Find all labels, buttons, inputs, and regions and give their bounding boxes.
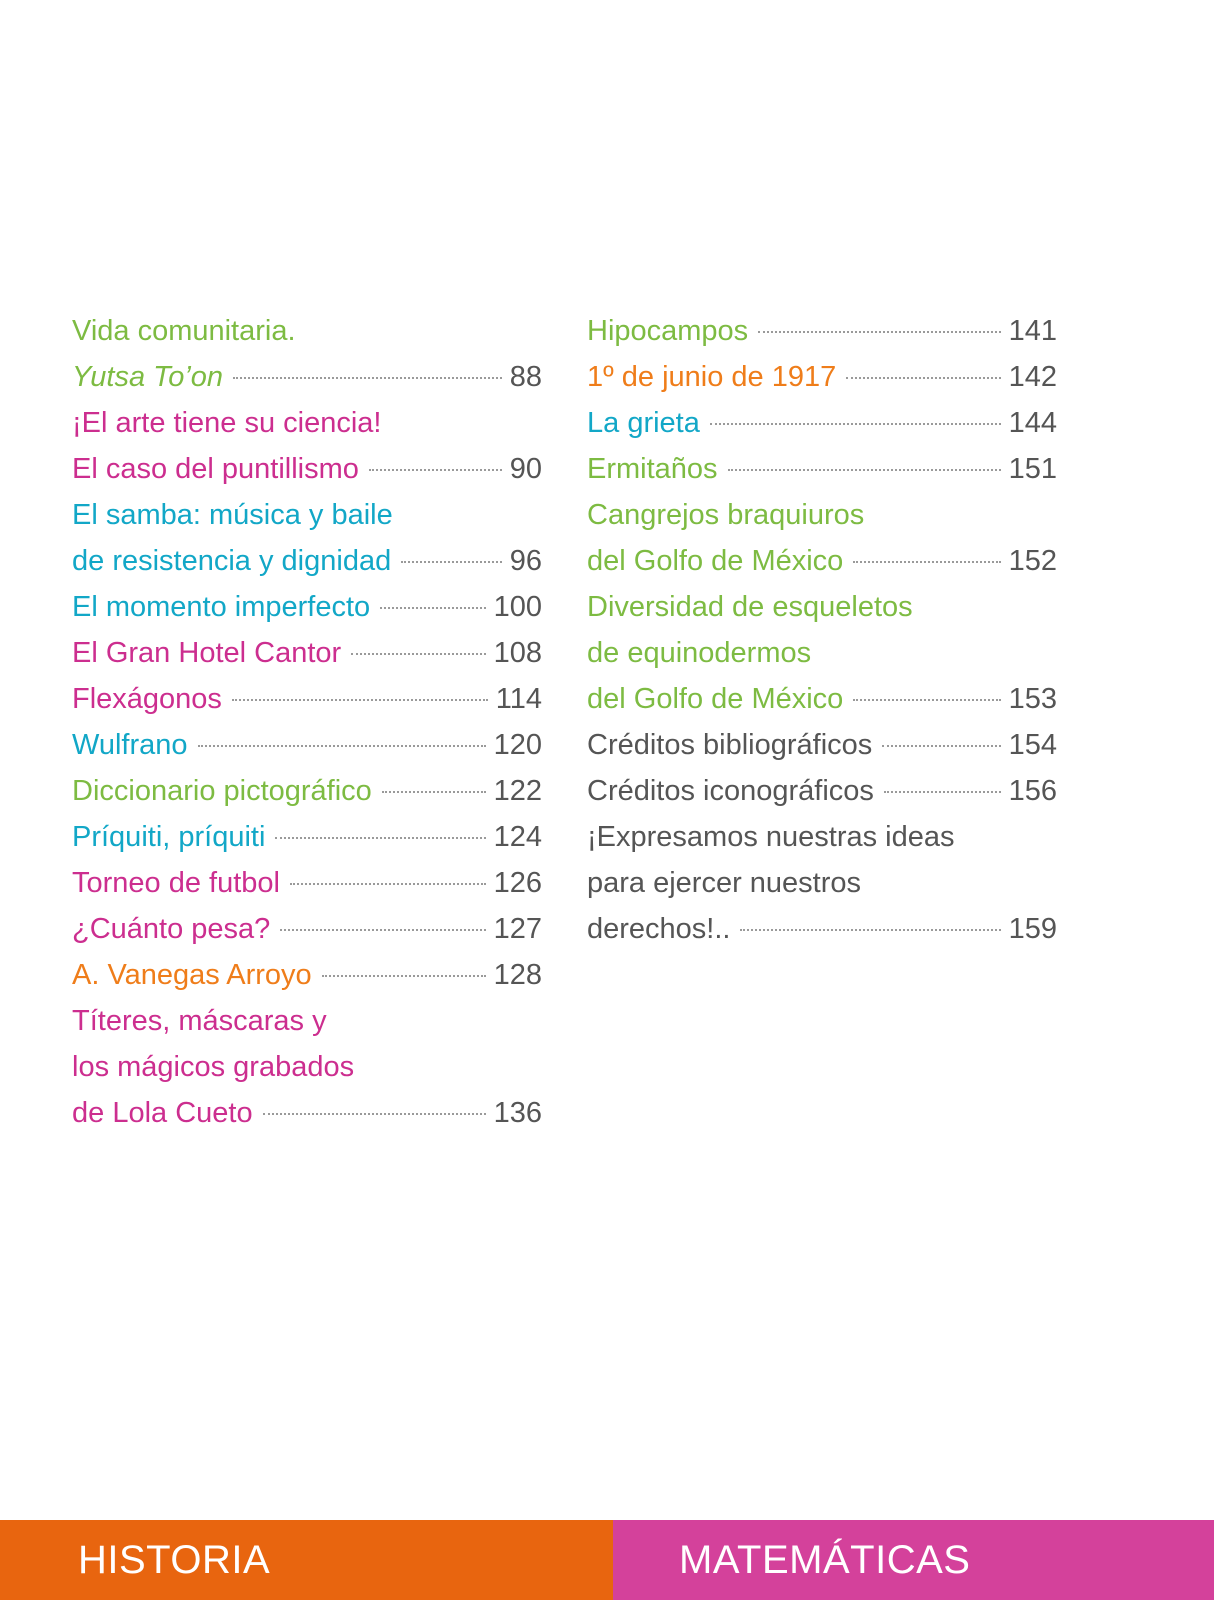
toc-entry-page: 124 bbox=[493, 821, 542, 853]
toc-entry bbox=[587, 860, 1057, 906]
toc-entry-title: para ejercer nuestros bbox=[587, 867, 862, 899]
toc-entry[interactable] bbox=[72, 538, 542, 584]
toc-entry-title: Títeres, máscaras y bbox=[72, 1005, 327, 1037]
toc-entry bbox=[72, 998, 542, 1044]
toc-entry-title: Torneo de futbol bbox=[72, 867, 280, 899]
toc-entry-page: 96 bbox=[509, 545, 542, 577]
toc-entry bbox=[72, 1044, 542, 1090]
dot-leader bbox=[853, 699, 1000, 701]
tab-matematicas[interactable]: MATEMÁTICAS bbox=[613, 1520, 1214, 1600]
toc-entry[interactable] bbox=[587, 906, 1057, 952]
toc-entry[interactable] bbox=[72, 630, 542, 676]
toc-entry-title: Créditos iconográficos bbox=[587, 775, 874, 807]
dot-leader bbox=[884, 791, 1001, 793]
dot-leader bbox=[401, 561, 502, 563]
toc-entry[interactable] bbox=[72, 676, 542, 722]
toc-entry-title: Wulfrano bbox=[72, 729, 188, 761]
toc-entry[interactable] bbox=[72, 446, 542, 492]
toc-entry-page: 156 bbox=[1008, 775, 1057, 807]
dot-leader bbox=[233, 377, 502, 379]
toc-entry[interactable] bbox=[587, 538, 1057, 584]
toc-entry-title: del Golfo de México bbox=[587, 545, 844, 577]
toc-entry[interactable] bbox=[587, 676, 1057, 722]
toc-entry-page: 127 bbox=[493, 913, 542, 945]
dot-leader bbox=[198, 745, 486, 747]
toc-entry-title: Cangrejos braquiuros bbox=[587, 499, 865, 531]
toc-entry bbox=[587, 814, 1057, 860]
tab-historia[interactable]: HISTORIA bbox=[0, 1520, 613, 1600]
toc-entry-page: 153 bbox=[1008, 683, 1057, 715]
dot-leader bbox=[275, 837, 485, 839]
toc-entry-title: Príquiti, príquiti bbox=[72, 821, 266, 853]
dot-leader bbox=[710, 423, 1001, 425]
toc-entry[interactable] bbox=[72, 722, 542, 768]
toc-entry-title: El momento imperfecto bbox=[72, 591, 371, 623]
toc-entry bbox=[72, 400, 542, 446]
dot-leader bbox=[853, 561, 1000, 563]
toc-entry[interactable] bbox=[587, 768, 1057, 814]
toc-entry-title: derechos!.. bbox=[587, 913, 731, 945]
toc-entry-page: 141 bbox=[1008, 315, 1057, 347]
toc-entry[interactable] bbox=[587, 308, 1057, 354]
toc-entry[interactable] bbox=[72, 768, 542, 814]
toc-entry[interactable] bbox=[587, 446, 1057, 492]
toc-entry[interactable] bbox=[72, 584, 542, 630]
dot-leader bbox=[232, 699, 488, 701]
toc-entry-title: de equinodermos bbox=[587, 637, 812, 669]
toc-entry-title: ¡Expresamos nuestras ideas bbox=[587, 821, 955, 853]
toc-entry-title: 1º de junio de 1917 bbox=[587, 361, 837, 393]
section-footer bbox=[0, 1520, 1214, 1600]
toc-entry-title: Diversidad de esqueletos bbox=[587, 591, 913, 623]
toc-entry-title: El caso del puntillismo bbox=[72, 453, 359, 485]
dot-leader bbox=[322, 975, 486, 977]
toc-entry-page: 122 bbox=[493, 775, 542, 807]
toc-entry-page: 152 bbox=[1008, 545, 1057, 577]
toc-entry-page: 108 bbox=[493, 637, 542, 669]
dot-leader bbox=[280, 929, 485, 931]
toc-column-left bbox=[72, 308, 542, 1136]
toc-entry-page: 142 bbox=[1008, 361, 1057, 393]
toc-entry-title: Créditos bibliográficos bbox=[587, 729, 873, 761]
toc-entry[interactable] bbox=[587, 400, 1057, 446]
toc-column-right bbox=[587, 308, 1057, 952]
dot-leader bbox=[882, 745, 1000, 747]
toc-entry-page: 120 bbox=[493, 729, 542, 761]
toc-entry[interactable] bbox=[72, 860, 542, 906]
dot-leader bbox=[290, 883, 486, 885]
toc-entry[interactable] bbox=[72, 952, 542, 998]
toc-entry-title: La grieta bbox=[587, 407, 700, 439]
toc-entry bbox=[587, 584, 1057, 630]
toc-entry-title: los mágicos grabados bbox=[72, 1051, 355, 1083]
toc-entry-page: 159 bbox=[1008, 913, 1057, 945]
dot-leader bbox=[263, 1113, 486, 1115]
dot-leader bbox=[351, 653, 485, 655]
toc-entry[interactable] bbox=[587, 722, 1057, 768]
toc-entry-page: 128 bbox=[493, 959, 542, 991]
toc-entry-page: 136 bbox=[493, 1097, 542, 1129]
dot-leader bbox=[758, 331, 1000, 333]
dot-leader bbox=[728, 469, 1001, 471]
dot-leader bbox=[369, 469, 502, 471]
toc-entry-title: ¡El arte tiene su ciencia! bbox=[72, 407, 382, 439]
toc-entry-page: 114 bbox=[495, 683, 542, 715]
toc-entry bbox=[72, 492, 542, 538]
toc-entry bbox=[587, 630, 1057, 676]
toc-entry-title: A. Vanegas Arroyo bbox=[72, 959, 312, 991]
toc-entry-title: El Gran Hotel Cantor bbox=[72, 637, 342, 669]
toc-entry-title: Hipocampos bbox=[587, 315, 749, 347]
dot-leader bbox=[846, 377, 1000, 379]
toc-entry-page: 151 bbox=[1008, 453, 1057, 485]
toc-entry-page: 88 bbox=[509, 361, 542, 393]
toc-entry-page: 100 bbox=[493, 591, 542, 623]
dot-leader bbox=[380, 607, 485, 609]
dot-leader bbox=[740, 929, 1000, 931]
toc-entry-page: 144 bbox=[1008, 407, 1057, 439]
toc-entry-title: de resistencia y dignidad bbox=[72, 545, 392, 577]
toc-entry-page: 90 bbox=[509, 453, 542, 485]
toc-entry-page: 154 bbox=[1008, 729, 1057, 761]
toc-entry-title: Vida comunitaria. bbox=[72, 315, 296, 347]
toc-entry-title: de Lola Cueto bbox=[72, 1097, 253, 1129]
toc-entry[interactable] bbox=[72, 354, 542, 400]
toc-entry-title: Ermitaños bbox=[587, 453, 718, 485]
dot-leader bbox=[382, 791, 486, 793]
toc-entry[interactable] bbox=[72, 1090, 542, 1136]
toc-entry bbox=[72, 308, 542, 354]
toc-entry bbox=[587, 492, 1057, 538]
toc-entry[interactable] bbox=[587, 354, 1057, 400]
toc-entry-title: El samba: música y baile bbox=[72, 499, 393, 531]
toc-entry-title: Flexágonos bbox=[72, 683, 222, 715]
toc-entry-title: del Golfo de México bbox=[587, 683, 844, 715]
toc-entry-title: Diccionario pictográfico bbox=[72, 775, 372, 807]
toc-entry-title: ¿Cuánto pesa? bbox=[72, 913, 271, 945]
toc-entry[interactable] bbox=[72, 814, 542, 860]
toc-entry[interactable] bbox=[72, 906, 542, 952]
toc-entry-title: Yutsa To’on bbox=[72, 361, 224, 393]
toc-entry-page: 126 bbox=[493, 867, 542, 899]
